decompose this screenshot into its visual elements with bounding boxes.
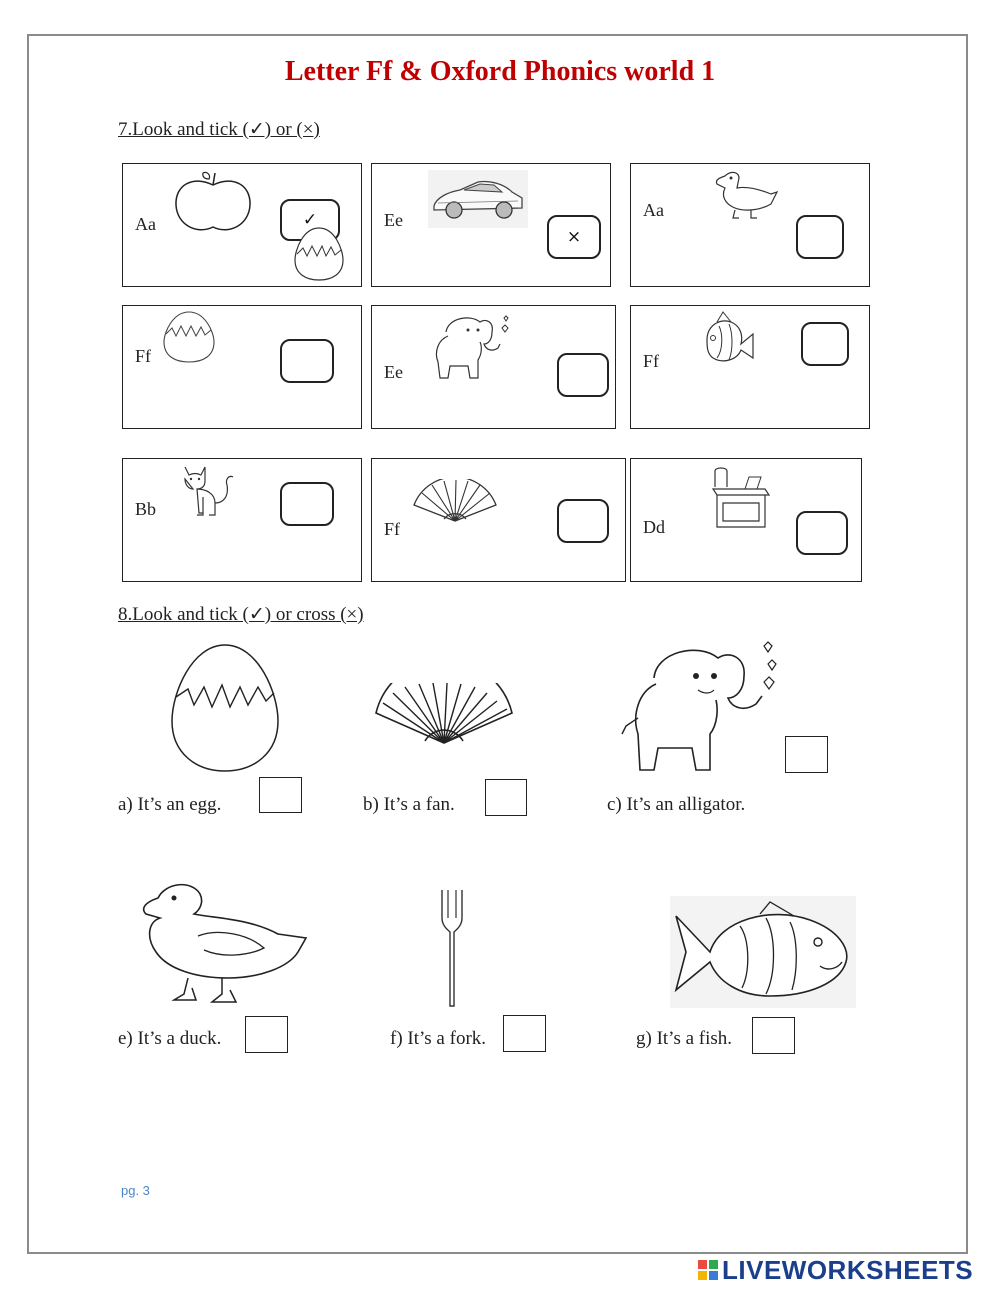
egg-icon [293, 226, 345, 282]
section-7-heading: 7.Look and tick (✓) or (×) [118, 119, 320, 140]
card-apple [122, 163, 362, 287]
card-letter: Ff [643, 351, 660, 371]
tick-box[interactable] [557, 499, 609, 543]
liveworksheets-logo[interactable] [698, 1255, 973, 1285]
answer-box-b[interactable] [485, 779, 527, 816]
fan-icon [410, 479, 500, 525]
sentence-e: e) It’s a duck. [118, 1028, 222, 1049]
tick-box[interactable] [280, 482, 334, 526]
card-letter: Ee [384, 362, 403, 382]
answer-box-f[interactable] [503, 1015, 546, 1052]
elephant-icon [428, 310, 510, 382]
fish-picture [670, 896, 856, 1008]
sentence-a: a) It’s an egg. [118, 794, 222, 815]
card-letter: Aa [643, 200, 664, 220]
card-letter: Dd [643, 517, 665, 537]
card-desk [630, 458, 862, 582]
sentence-f: f) It’s a fork. [390, 1028, 487, 1049]
card-car [371, 163, 611, 287]
desk-icon [705, 465, 775, 531]
tick-box[interactable]: × [547, 215, 601, 259]
sentence-c: c) It’s an alligator. [607, 794, 746, 815]
fan-picture [373, 683, 515, 747]
section-8-heading: 8.Look and tick (✓) or cross (×) [118, 604, 364, 625]
answer-box-g[interactable] [752, 1017, 795, 1054]
sentence-b: b) It’s a fan. [363, 794, 455, 815]
egg-icon [161, 310, 217, 364]
duck-picture [138, 878, 314, 1008]
logo-block [709, 1271, 718, 1280]
card-letter: Ee [384, 210, 403, 230]
answer-box-c[interactable] [785, 736, 828, 773]
tick-box[interactable] [801, 322, 849, 366]
elephant-picture [618, 638, 784, 774]
egg-picture [168, 643, 282, 773]
car-icon [428, 170, 528, 228]
logo-block [709, 1260, 718, 1269]
card-letter: Ff [135, 346, 152, 366]
tick-box[interactable] [796, 215, 844, 259]
cat-icon [179, 463, 235, 519]
page-number: pg. 3 [121, 1183, 150, 1198]
answer-box-a[interactable] [259, 777, 302, 813]
logo-blocks-icon [698, 1260, 718, 1280]
logo-block [698, 1271, 707, 1280]
logo-block [698, 1260, 707, 1269]
tick-box[interactable] [796, 511, 848, 555]
card-egg [122, 305, 362, 429]
page-title: Letter Ff & Oxford Phonics world 1 [284, 56, 716, 87]
fork-picture [438, 888, 466, 1008]
card-fish [630, 305, 870, 429]
duck-icon [711, 168, 779, 222]
brand-name: LIVEWORKSHEETS [722, 1254, 974, 1285]
sentence-g: g) It’s a fish. [636, 1028, 733, 1049]
card-letter: Bb [135, 499, 157, 519]
card-fan [371, 458, 626, 582]
tick-box[interactable] [280, 339, 334, 383]
apple-icon [173, 169, 253, 235]
card-cat [122, 458, 362, 582]
tick-box[interactable] [557, 353, 609, 397]
fish-icon [701, 310, 757, 368]
card-duck [630, 163, 870, 287]
card-letter: Ff [384, 519, 401, 539]
card-letter: Aa [135, 214, 156, 234]
card-elephant [371, 305, 616, 429]
answer-box-e[interactable] [245, 1016, 288, 1053]
tick-box[interactable]: ✓ [280, 199, 340, 241]
